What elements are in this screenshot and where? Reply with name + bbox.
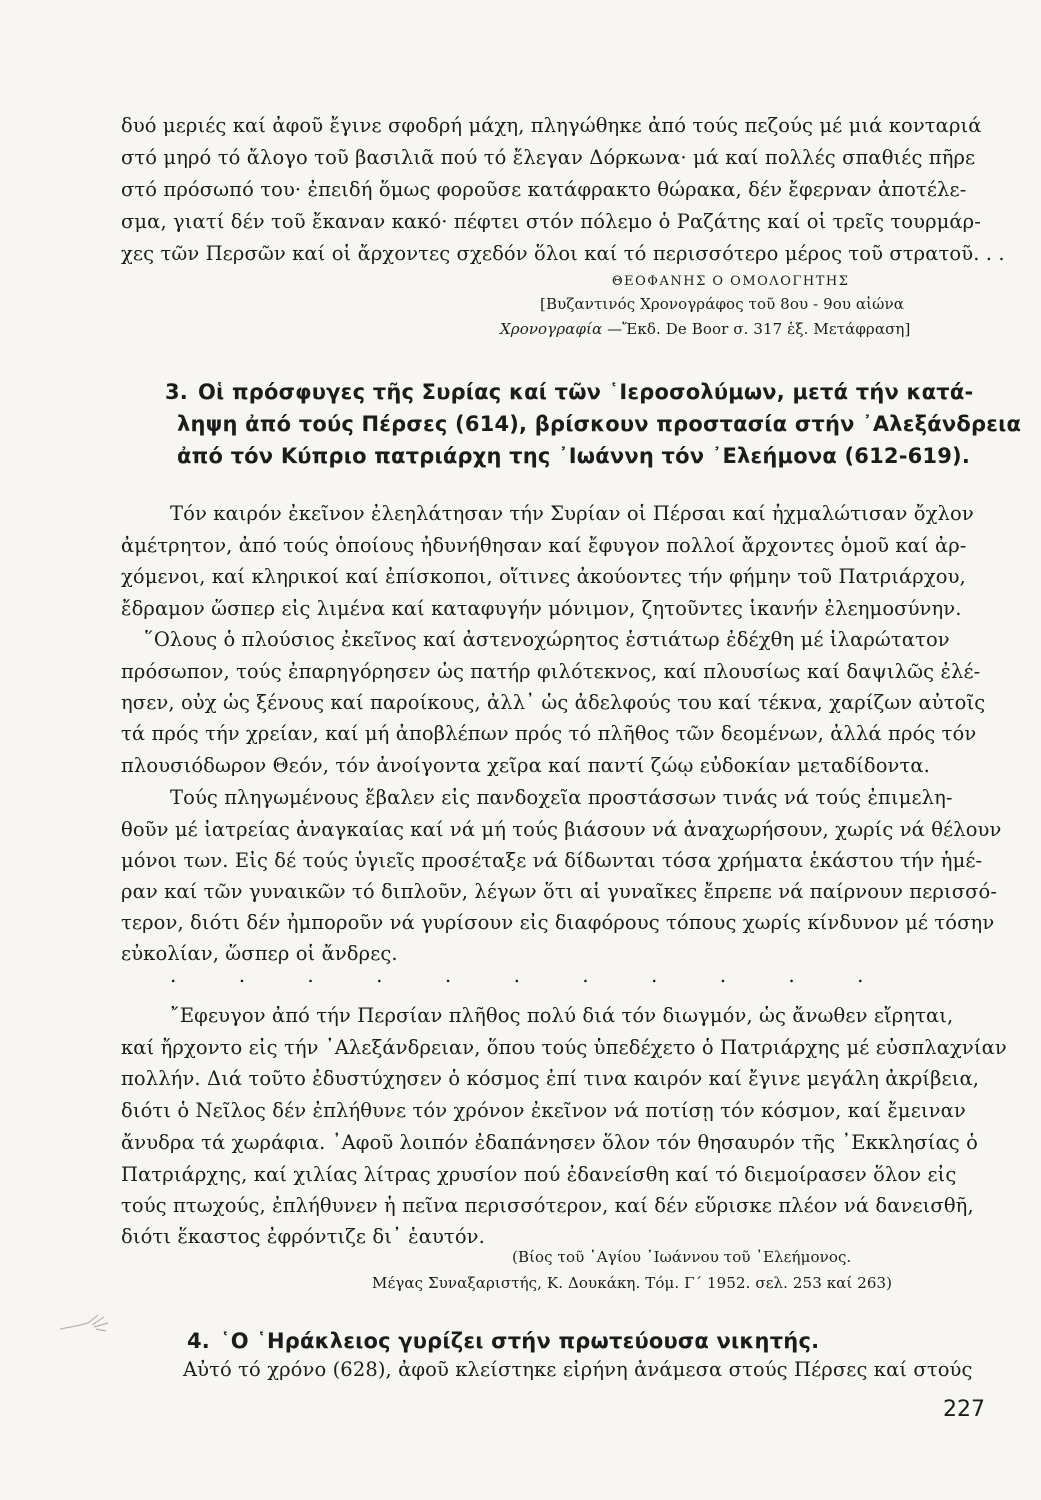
section-3-body-line-21: Πατριάρχης, καί χιλίας λίτρας χρυσίον πού ἐδανείσθη καί τό διεμοίρασεν ὅλον εἰς xyxy=(121,1163,957,1186)
section-3-body-line-15: εὐκολίαν, ὥσπερ οἱ ἄνδρες. xyxy=(121,942,398,965)
citation-line-1: (Βίος τοῦ ῾Αγίου ᾿Ιωάννου τοῦ ᾿Ελεήμονος. xyxy=(512,1248,852,1266)
section-3-body-line-9: πλουσιόδωρον Θεόν, τόν ἀνοίγοντα χεῖρα καί παντί ζώῳ εὐδοκίαν μεταδίδοντα. xyxy=(121,754,930,777)
section-3-number: 3. xyxy=(165,380,188,404)
section-4-title: ῾Ο ῾Ηράκλειος γυρίζει στήν πρωτεύουσα νικητής. xyxy=(220,1329,820,1353)
section-3-title-1: Οἱ πρόσφυγες τῆς Συρίας καί τῶν ῾Ιεροσολύμων, μετά τήν κατά- xyxy=(198,380,974,404)
section-4-number: 4. xyxy=(187,1329,210,1353)
source-line-1: [Βυζαντινός Χρονογράφος τοῦ 8ου - 9ου αἰώνα xyxy=(540,295,904,313)
section-4-heading xyxy=(187,1327,819,1355)
section-3-body-line-17: καί ἤρχοντο εἰς τήν ᾿Αλεξάνδρειαν, ὅπου τούς ὑπεδέχετο ὁ Πατριάρχης μέ εὐσπλαχνίαν xyxy=(121,1036,1007,1059)
ellipsis-dots: . . . . . . . . . . . xyxy=(170,963,892,987)
section-3-body-line-6: πρόσωπον, τούς ἐπαρηγόρησεν ὡς πατήρ φιλότεκνος, καί πλουσίως καί δαψιλῶς ἐλέ- xyxy=(121,660,981,683)
source-title: Χρονογραφία xyxy=(500,320,603,338)
section-3-body-line-7: ησεν, οὐχ ὡς ξένους καί παροίκους, ἀλλ᾿ ὡς ἀδελφούς του καί τέκνα, χαρίζων αὐτοῖς xyxy=(121,691,986,714)
citation-line-2: Μέγας Συναξαριστής, Κ. Δουκάκη. Τόμ. Γ΄ 1952. σελ. 253 καί 263) xyxy=(372,1274,893,1292)
source-edition: —Ἔκδ. De Boor σ. 317 ἑξ. Μετάφραση] xyxy=(602,320,911,338)
section-3-body-line-12: μόνοι των. Εἰς δέ τούς ὑγιεῖς προσέταξε νά δίδωνται τόσα χρήματα ἑκάστου τήν ἡμέ- xyxy=(121,849,983,872)
section-3-body-line-20: ἄνυδρα τά χωράφια. ᾿Αφοῦ λοιπόν ἐδαπάνησεν ὅλον τόν θησαυρόν τῆς ᾿Εκκλησίας ὁ xyxy=(121,1131,978,1154)
source-line-2 xyxy=(500,318,910,340)
section-3-body-line-10: Τούς πληγωμένους ἔβαλεν εἰς πανδοχεῖα προστάσσων τινάς νά τούς ἐπιμελη- xyxy=(170,786,953,809)
section-3-body-line-16: ῎Εφευγον ἀπό τήν Περσίαν πλῆθος πολύ διά τόν διωγμόν, ὡς ἄνωθεν εἴρηται, xyxy=(170,1004,954,1027)
section-3-body-line-2: ἀμέτρητον, ἀπό τούς ὁποίους ἠδυνήθησαν καί ἔφυγον πολλοί ἄρχοντες ὁμοῦ καί ἀρ- xyxy=(121,534,967,557)
section-3-body-line-5: ῞Ολους ὁ πλούσιος ἐκεῖνος καί ἀστενοχώρητος ἑστιάτωρ ἐδέχθη μέ ἱλαρώτατον xyxy=(144,628,950,651)
ink-smudge-mark xyxy=(58,1311,112,1337)
passage1-line-1: δυό μεριές καί ἀφοῦ ἔγινε σφοδρή μάχη, πληγώθηκε ἀπό τούς πεζούς μέ μιά κονταριά xyxy=(121,114,982,137)
section-3-body-line-8: τά πρός τήν χρείαν, καί μή ἀποβλέπων πρός τό πλῆθος τῶν δεομένων, ἀλλά πρός τόν xyxy=(121,722,977,745)
section-3-body-line-1: Τόν καιρόν ἐκεῖνον ἐλεηλάτησαν τήν Συρίαν οἱ Πέρσαι καί ἠχμαλώτισαν ὄχλον xyxy=(170,502,974,525)
section-4-body-line-1: Αὐτό τό χρόνο (628), ἀφοῦ κλείστηκε εἰρήνη ἀνάμεσα στούς Πέρσες καί στούς xyxy=(183,1358,973,1381)
section-3-heading-line-1 xyxy=(165,378,973,406)
source-author: ΘΕΟΦΑΝΗΣ Ο ΟΜΟΛΟΓΗΤΗΣ xyxy=(612,274,850,289)
section-3-body-line-23: διότι ἕκαστος ἐφρόντιζε δι᾿ ἑαυτόν. xyxy=(121,1225,485,1248)
section-3-body-line-22: τούς πτωχούς, ἐπλήθυνεν ἡ πεῖνα περισσότερον, καί δέν εὕρισκε πλέον νά δανεισθῆ, xyxy=(121,1194,974,1217)
section-3-body-line-4: ἔδραμον ὥσπερ εἰς λιμένα καί καταφυγήν μόνιμον, ζητοῦντες ἱκανήν ἐλεημοσύνην. xyxy=(121,597,962,620)
passage1-line-2: στό μηρό τό ἄλογο τοῦ βασιλιᾶ πού τό ἔλεγαν Δόρκωνα· μά καί πολλές σπαθιές πῆρε xyxy=(121,146,976,169)
section-3-body-line-11: θοῦν μέ ἰατρείας ἀναγκαίας καί νά μή τούς βιάσουν νά ἀναχωρήσουν, χωρίς νά θέλουν xyxy=(121,818,1002,841)
passage1-line-4: σμα, γιατί δέν τοῦ ἔκαναν κακό· πέφτει στόν πόλεμο ὁ Ραζάτης καί οἱ τρεῖς τουρμάρ- xyxy=(121,210,981,233)
section-3-body-line-18: πολλήν. Διά τοῦτο ἐδυστύχησεν ὁ κόσμος ἐπί τινα καιρόν καί ἔγινε μεγάλη ἀκρίβεια, xyxy=(121,1067,980,1090)
passage1-line-5: χες τῶν Περσῶν καί οἱ ἄρχοντες σχεδόν ὅλοι καί τό περισσότερο μέρος τοῦ στρατοῦ. . . xyxy=(121,242,1005,265)
section-3-heading-line-2: ληψη ἀπό τούς Πέρσες (614), βρίσκουν προστασία στήν ᾿Αλεξάνδρεια xyxy=(177,412,1022,436)
passage1-line-3: στό πρόσωπό του· ἐπειδή ὅμως φοροῦσε κατάφρακτο θώρακα, δέν ἔφερναν ἀποτέλε- xyxy=(121,178,967,201)
section-3-body-line-13: ραν καί τῶν γυναικῶν τό διπλοῦν, λέγων ὅτι αἱ γυναῖκες ἔπρεπε νά παίρνουν περισσό- xyxy=(121,880,998,903)
section-3-heading-line-3: ἀπό τόν Κύπριο πατριάρχη της ᾿Ιωάννη τόν ᾿Ελεήμονα (612-619). xyxy=(177,444,971,468)
section-3-body-line-14: τερον, διότι δέν ἠμποροῦν νά γυρίσουν εἰς διαφόρους τόπους χωρίς κίνδυνον μέ τόσην xyxy=(121,911,995,934)
section-3-body-line-19: διότι ὁ Νεῖλος δέν ἐπλήθυνε τόν χρόνον ἐκεῖνον νά ποτίσῃ τόν κόσμον, καί ἔμειναν xyxy=(121,1099,966,1122)
page-number: 227 xyxy=(943,1397,985,1422)
section-3-body-line-3: χόμενοι, καί κληρικοί καί ἐπίσκοποι, οἵτινες ἀκούοντες τήν φήμην τοῦ Πατριάρχου, xyxy=(121,565,966,588)
